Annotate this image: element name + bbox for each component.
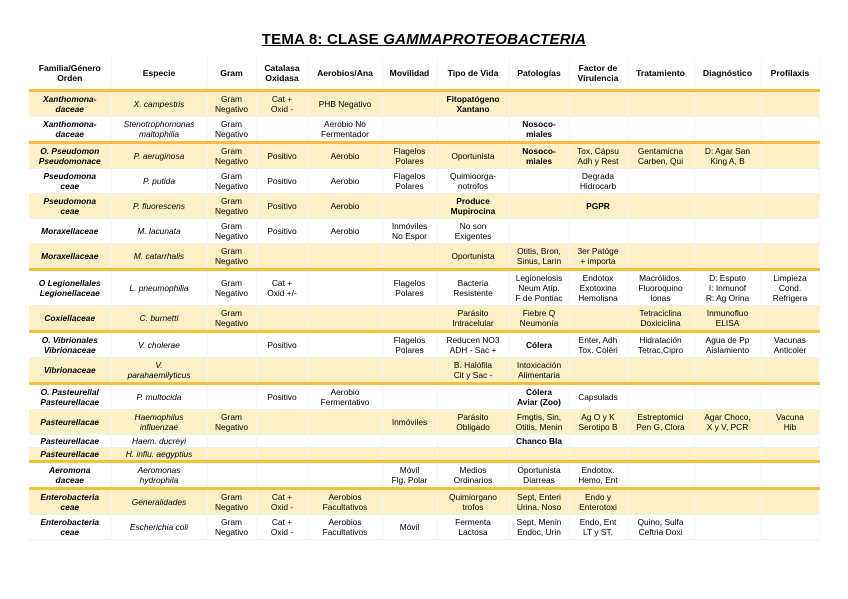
table-cell: Pasteurellacae — [29, 410, 111, 435]
table-cell: Intoxicación Alimentaria — [509, 358, 569, 384]
table-cell — [694, 515, 761, 540]
table-cell — [569, 219, 627, 244]
table-cell — [308, 435, 382, 448]
table-cell — [308, 462, 382, 489]
table-cell: Quino, Sulfa Ceftria Doxi — [627, 515, 694, 540]
table-cell: Inmunofluo ELISA — [694, 306, 761, 332]
table-cell — [761, 169, 819, 194]
table-cell: Bacteria Resistente — [437, 270, 509, 306]
table-cell: Degrada Hidrocarb — [569, 169, 627, 194]
table-cell — [694, 91, 761, 117]
table-cell: M. lacunata — [111, 219, 207, 244]
table-cell — [207, 332, 256, 358]
table-cell: Generalidades — [111, 489, 207, 515]
table-cell — [382, 358, 437, 384]
table-cell — [569, 306, 627, 332]
table-cell — [627, 358, 694, 384]
table-cell: Flagelos Polares — [382, 143, 437, 169]
table-cell — [627, 435, 694, 448]
table-cell — [627, 194, 694, 219]
table-row — [29, 219, 819, 244]
table-cell — [694, 117, 761, 143]
table-cell — [207, 435, 256, 448]
bacteria-table — [29, 57, 820, 540]
table-cell: Móvil Flg. Polar — [382, 462, 437, 489]
table-cell: Enter, Adh Tox. Coléri — [569, 332, 627, 358]
table-cell — [627, 489, 694, 515]
table-cell: Chanco Bla — [509, 435, 569, 448]
table-cell: H. influ. aegyptius — [111, 448, 207, 462]
table-cell: Oportunista — [437, 143, 509, 169]
col-header: Catalasa Oxidasa — [256, 57, 308, 91]
table-cell: Aerobio — [308, 194, 382, 219]
table-cell: Tox, Cápsu Adh y Rest — [569, 143, 627, 169]
table-cell — [627, 244, 694, 270]
table-row — [29, 515, 819, 540]
table-cell: Gram Negativo — [207, 117, 256, 143]
table-cell: Moraxellaceae — [29, 219, 111, 244]
table-cell: M. catarrhalis — [111, 244, 207, 270]
table-cell — [308, 332, 382, 358]
table-cell — [761, 448, 819, 462]
table-cell: P. multocida — [111, 384, 207, 410]
table-cell: Hidratación Tetrac,Cipro — [627, 332, 694, 358]
table-cell — [382, 91, 437, 117]
table-cell: Gram Negativo — [207, 515, 256, 540]
table-cell — [761, 194, 819, 219]
col-header: Patologías — [509, 57, 569, 91]
table-cell — [509, 91, 569, 117]
table-cell: Stenotrophomonas maltophilia — [111, 117, 207, 143]
table-cell: Flagelos Polares — [382, 332, 437, 358]
table-cell: Positivo — [256, 332, 308, 358]
table-cell — [761, 219, 819, 244]
table-cell — [761, 143, 819, 169]
table-cell — [437, 435, 509, 448]
table-row — [29, 332, 819, 358]
table-cell: O. Vibrionales Vibrionaceae — [29, 332, 111, 358]
table-cell — [694, 489, 761, 515]
table-cell — [256, 117, 308, 143]
table-cell — [761, 489, 819, 515]
table-cell — [761, 358, 819, 384]
table-cell: Cólera Aviar (Zoo) — [509, 384, 569, 410]
table-cell: O. Pasteurellal Pasteurellacae — [29, 384, 111, 410]
table-cell — [382, 244, 437, 270]
table-cell: Aerobio — [308, 143, 382, 169]
table-cell — [256, 358, 308, 384]
table-cell — [627, 448, 694, 462]
table-cell: Cólera — [509, 332, 569, 358]
table-row — [29, 117, 819, 143]
table-row — [29, 143, 819, 169]
table-cell — [761, 384, 819, 410]
table-cell: Positivo — [256, 219, 308, 244]
table-cell: Gram Negativo — [207, 410, 256, 435]
col-header: Aerobios/Ana — [308, 57, 382, 91]
table-cell — [569, 117, 627, 143]
table-cell: Aerobios Facultativos — [308, 515, 382, 540]
table-cell — [761, 462, 819, 489]
table-row — [29, 410, 819, 435]
table-cell — [761, 306, 819, 332]
table-cell — [308, 306, 382, 332]
table-cell — [382, 306, 437, 332]
table-cell: Gram Negativo — [207, 91, 256, 117]
table-cell — [509, 169, 569, 194]
table-cell: Endo y Enterotoxi — [569, 489, 627, 515]
col-header: Familia/Género Orden — [29, 57, 111, 91]
table-cell: P. putida — [111, 169, 207, 194]
table-cell — [569, 448, 627, 462]
table-cell: Flagelos Polares — [382, 169, 437, 194]
table-cell — [308, 244, 382, 270]
table-cell — [694, 448, 761, 462]
title-italic: GAMMAPROTEOBACTERIA — [383, 31, 587, 48]
table-cell — [509, 448, 569, 462]
table-cell — [761, 435, 819, 448]
table-cell: Vibrionaceae — [29, 358, 111, 384]
title-main: TEMA 8: CLASE — [261, 31, 384, 48]
table-cell — [627, 219, 694, 244]
table-cell — [382, 489, 437, 515]
table-cell: Gram Negativo — [207, 306, 256, 332]
table-cell: Positivo — [256, 169, 308, 194]
table-cell: Quimiorgano trofos — [437, 489, 509, 515]
table-cell — [382, 384, 437, 410]
table-cell: Fmgtis, Sin, Otitis, Menin — [509, 410, 569, 435]
table-cell: O. Pseudomon Pseudomonace — [29, 143, 111, 169]
table-cell: Pseudomona ceae — [29, 194, 111, 219]
table-cell: Legionelosis Neum Atíp. F de Pontiac — [509, 270, 569, 306]
table-cell: Macrólidos. Fluoroquino lonas — [627, 270, 694, 306]
table-cell: Medios Ordinarios — [437, 462, 509, 489]
table-cell: Produce Mupirocina — [437, 194, 509, 219]
table-cell — [694, 169, 761, 194]
table-cell: Gram Negativo — [207, 270, 256, 306]
table-cell: Flagelos Polares — [382, 270, 437, 306]
table-cell: Aerobio Fermentativo — [308, 384, 382, 410]
table-cell — [694, 194, 761, 219]
table-cell: Gram Negativo — [207, 194, 256, 219]
table-cell: Estreptomici Pen G, Clora — [627, 410, 694, 435]
table-cell: Ag O y K Serotipo B — [569, 410, 627, 435]
table-cell — [382, 448, 437, 462]
table-cell — [256, 244, 308, 270]
table-cell — [207, 462, 256, 489]
table-cell: Inmóviles No Espor — [382, 219, 437, 244]
table-cell — [308, 448, 382, 462]
table-cell — [256, 410, 308, 435]
table-cell: Endo, Ent LT y ST. — [569, 515, 627, 540]
table-cell — [694, 462, 761, 489]
table-cell: Escherichia coli — [111, 515, 207, 540]
table-cell: D: Esputo I: Inmunof R: Ag Orina — [694, 270, 761, 306]
table-cell: Fitopatógeno Xantano — [437, 91, 509, 117]
table-cell: Nosoco- miales — [509, 143, 569, 169]
header-row — [29, 57, 819, 91]
table-cell — [382, 194, 437, 219]
table-cell: Fiebre Q Neumonía — [509, 306, 569, 332]
table-cell: O Legionellales Legionellaceae — [29, 270, 111, 306]
table-cell — [569, 435, 627, 448]
table-cell — [627, 384, 694, 410]
table-cell — [207, 358, 256, 384]
table-cell — [627, 462, 694, 489]
table-cell — [761, 91, 819, 117]
table-cell — [256, 462, 308, 489]
table-cell: Pasteurellacae — [29, 448, 111, 462]
table-cell: Gram Negativo — [207, 244, 256, 270]
table-cell: Cat + Oxid +/- — [256, 270, 308, 306]
table-cell: Cat + Oxid - — [256, 515, 308, 540]
table-cell: L. pneumophilia — [111, 270, 207, 306]
table-row — [29, 448, 819, 462]
table-cell: Aerobio — [308, 219, 382, 244]
page-title — [0, 31, 848, 48]
table-cell: Pseudomona ceae — [29, 169, 111, 194]
table-cell: X. campestris — [111, 91, 207, 117]
table-cell: Endotox. Hemo, Ent — [569, 462, 627, 489]
table-row — [29, 169, 819, 194]
table-cell: Tetraciclina Doxiciclina — [627, 306, 694, 332]
table-cell — [627, 169, 694, 194]
table-cell: Capsulads — [569, 384, 627, 410]
table-cell — [308, 270, 382, 306]
table-row — [29, 435, 819, 448]
table-cell: Parásito Intracelular — [437, 306, 509, 332]
col-header: Movilidad — [382, 57, 437, 91]
table-cell: Aeromonas hydrophila — [111, 462, 207, 489]
table-cell: Vacunas Anticoler — [761, 332, 819, 358]
table-cell: Gram Negativo — [207, 219, 256, 244]
table-cell: Reducen NO3 ADH - Sac + — [437, 332, 509, 358]
table-cell — [627, 117, 694, 143]
table-cell: Positivo — [256, 143, 308, 169]
table-cell — [437, 384, 509, 410]
table-cell: C. burnetti — [111, 306, 207, 332]
table-cell: Xanthomona- daceae — [29, 91, 111, 117]
table-cell — [761, 244, 819, 270]
table-cell: Aerobios Facultativos — [308, 489, 382, 515]
table-cell: Oportunista — [437, 244, 509, 270]
table-cell: V. cholerae — [111, 332, 207, 358]
table-cell: PHB Negativo — [308, 91, 382, 117]
col-header: Gram — [207, 57, 256, 91]
table-cell: Pasteurellacae — [29, 435, 111, 448]
table-cell — [509, 194, 569, 219]
table-cell: Sept, Menin Endoc, Urin — [509, 515, 569, 540]
table-cell: Gram Negativo — [207, 143, 256, 169]
table-cell: Cat + Oxid - — [256, 489, 308, 515]
table-cell — [694, 244, 761, 270]
table-cell — [256, 306, 308, 332]
table-cell: V. parahaemilyticus — [111, 358, 207, 384]
table-cell: Inmóviles — [382, 410, 437, 435]
table-cell — [569, 358, 627, 384]
table-cell: Haem. ducreyi — [111, 435, 207, 448]
table-cell: Aerobio No Fermentador — [308, 117, 382, 143]
table-cell — [627, 91, 694, 117]
table-body — [29, 91, 819, 540]
table-cell — [256, 435, 308, 448]
table-cell: Vacuna Hib — [761, 410, 819, 435]
table-cell: PGPR — [569, 194, 627, 219]
table-cell — [382, 435, 437, 448]
table-cell — [694, 435, 761, 448]
table-cell: Gram Negativo — [207, 169, 256, 194]
table-cell — [437, 448, 509, 462]
table-cell — [256, 448, 308, 462]
table-cell: Enterobacteria ceae — [29, 515, 111, 540]
table-cell — [569, 91, 627, 117]
table-cell: Sept, Enteri Urina, Noso — [509, 489, 569, 515]
table-cell — [694, 358, 761, 384]
table-cell — [509, 219, 569, 244]
table-cell: Nosoco- miales — [509, 117, 569, 143]
table-cell: Positivo — [256, 194, 308, 219]
table-row — [29, 270, 819, 306]
table-row — [29, 358, 819, 384]
table-cell — [308, 410, 382, 435]
table-cell: Móvil — [382, 515, 437, 540]
table-row — [29, 384, 819, 410]
table-cell: Oportunista Diarreas — [509, 462, 569, 489]
table-cell: Agua de Pp Aislamiento — [694, 332, 761, 358]
table-row — [29, 306, 819, 332]
table-cell: Coxiellaceae — [29, 306, 111, 332]
table-cell: No son Exigentes — [437, 219, 509, 244]
table-row — [29, 489, 819, 515]
table-row — [29, 194, 819, 219]
table-row — [29, 91, 819, 117]
table-cell: Otitis, Bron, Sinus, Larin — [509, 244, 569, 270]
table-cell — [207, 384, 256, 410]
table-cell: Gentamicna Carben, Qui — [627, 143, 694, 169]
col-header: Profilaxis — [761, 57, 819, 91]
table-cell — [694, 384, 761, 410]
col-header: Factor de Virulencia — [569, 57, 627, 91]
table-cell: 3er Patóge + importa — [569, 244, 627, 270]
table-cell: Limpieza Cond. Refrigera — [761, 270, 819, 306]
table-cell: Quimioorga- notrofos — [437, 169, 509, 194]
table-row — [29, 462, 819, 489]
table-cell: P. aeruginosa — [111, 143, 207, 169]
col-header: Diagnóstico — [694, 57, 761, 91]
table-cell: Moraxellaceae — [29, 244, 111, 270]
table-cell — [437, 117, 509, 143]
col-header: Especie — [111, 57, 207, 91]
table-cell: Positivo — [256, 384, 308, 410]
table-cell: P. fluorescens — [111, 194, 207, 219]
table-cell: Aeromona daceae — [29, 462, 111, 489]
col-header: Tipo de Vida — [437, 57, 509, 91]
table-cell — [761, 515, 819, 540]
table-cell — [207, 448, 256, 462]
table-cell: Fermenta Lactosa — [437, 515, 509, 540]
table-cell: Cat + Oxid - — [256, 91, 308, 117]
table-cell: Xanthomona- daceae — [29, 117, 111, 143]
table-cell — [382, 117, 437, 143]
table-cell: Enterobacteria ceae — [29, 489, 111, 515]
table-cell: Gram Negativo — [207, 489, 256, 515]
table-cell: Parásito Obligado — [437, 410, 509, 435]
table-cell: Agar Choco, X y V, PCR — [694, 410, 761, 435]
table-cell: Haemophilus influenzae — [111, 410, 207, 435]
table-cell: D: Agar San King A, B — [694, 143, 761, 169]
table-row — [29, 244, 819, 270]
table-cell — [694, 219, 761, 244]
table-cell: Endotox Exotoxina Hemolisna — [569, 270, 627, 306]
table-cell: Aerobio — [308, 169, 382, 194]
col-header: Tratamiento — [627, 57, 694, 91]
table-cell — [761, 117, 819, 143]
table-cell — [308, 358, 382, 384]
table-cell: B. Halófila Cit y Sac - — [437, 358, 509, 384]
